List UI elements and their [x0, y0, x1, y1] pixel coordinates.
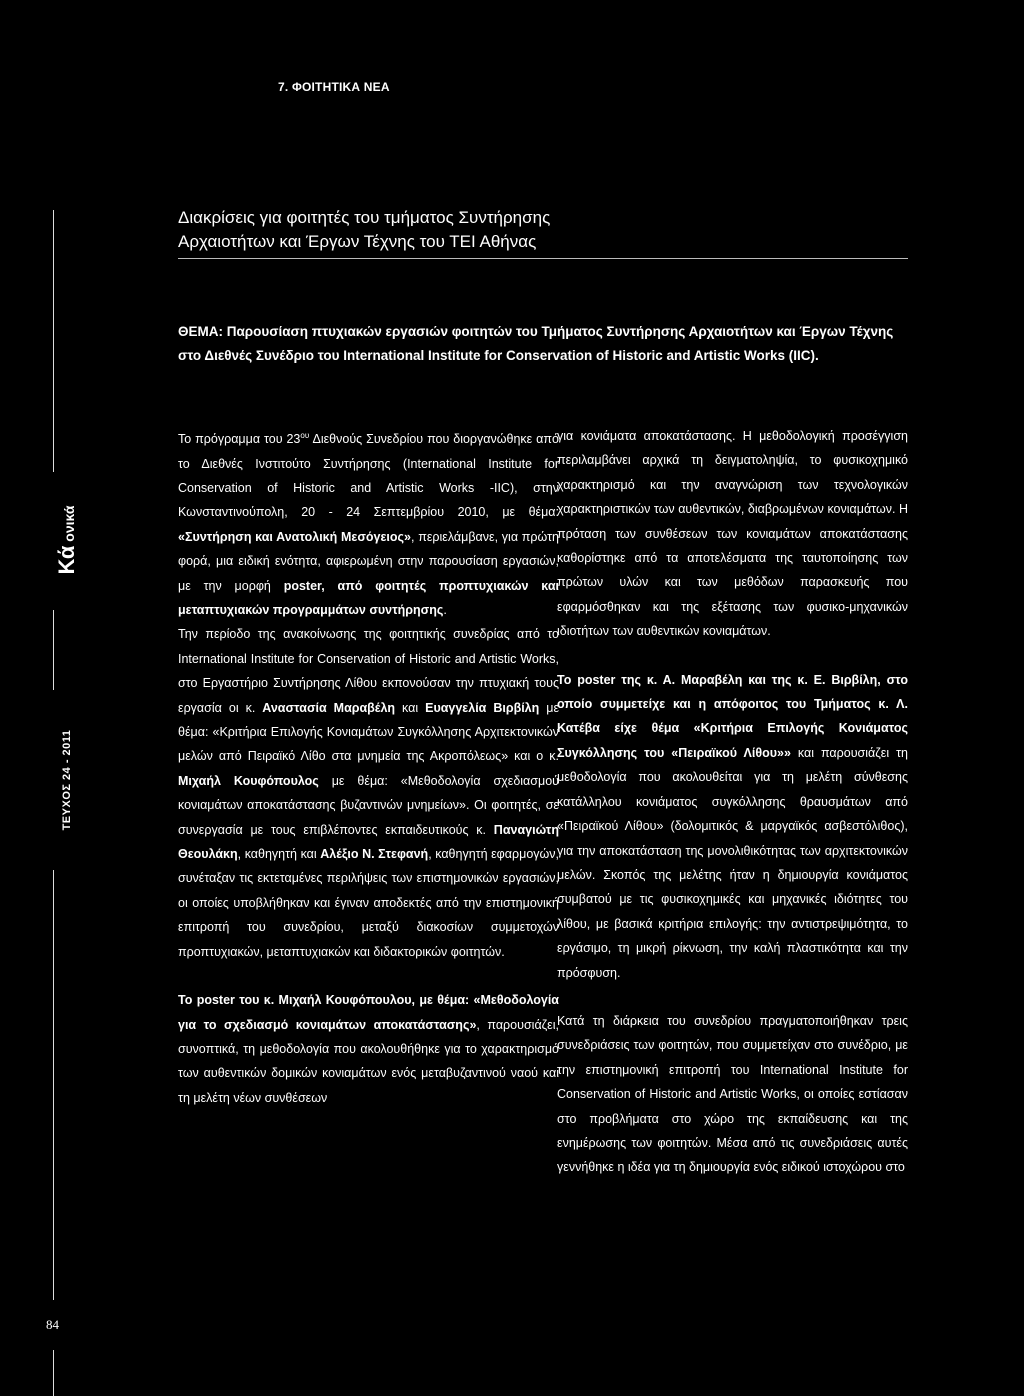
magazine-name-vertical: Κά ονικά: [54, 505, 79, 575]
paragraph-poster-maraveli: Το poster της κ. Α. Μαραβέλη και της κ. Ε. Βιρβίλη, στο οποίο συμμετείχε και η απόφοιτος του Τμήματος κ. Λ. Κατέβα είχε θέμα «Κριτήρια Επιλογής Κονιάματος Συγκόλλησης του «Πειραϊκού Λίθου»» και παρουσιάζει τη μεθοδολογία που ακολουθείται για τη μελέτη σύνθεσης κατάλληλου κονιάματος συγκόλλησης θραυσμάτων από «Πειραϊκού Λίθου» (δολομιτικός & μαργαϊκός ασβεστόλιθος), για την αποκατάσταση της μονολιθικότητας των αρχιτεκτονικών μελών. Σκοπός της μελέτης ήταν η δημιουργία κονιάματος συμβατού με τις φυσικοχημικές και μηχανικές ιδιότητες του λίθου, με βασικά κριτήρια επιλογής: την αντιστρεψιμότητα, το εργάσιμο, τη μικρή ρίκνωση, την καλή πλαστικότητα και την πρόσφυση.: [557, 672, 908, 980]
paragraph-methodology: για κονιάματα αποκατάστασης. Η μεθοδολογική προσέγγιση περιλαμβάνει αρχικά τη δειγματοληψία, το φυσικοχημικό χαρακτηρισμό και την αναγνώριση των τεχνολογικών χαρακτηριστικών των αυθεντικών, διαβρωμένων κονιαμάτων. Η πρόταση των συνθέσεων των κονιαμάτων αποκατάστασης καθορίστηκε από τα αποτελέσματα της ταυτοποίησης των πρώτων υλών και των μεθόδων παρασκευής που εφαρμόσθηκαν και της εξέτασης των φυσικο-μηχανικών ιδιοτήτων των αυθεντικών κονιαμάτων.: [557, 429, 908, 639]
sidebar-rule-mid: [53, 610, 54, 690]
text-column-right: [557, 424, 908, 1180]
paragraph-students: Την περίοδο της ανακοίνωσης της φοιτητικής συνεδρίας από το International Institute for Conservation of Historic and Artistic Works, στο Εργαστήριο Συντήρησης Λίθου εκπονούσαν την πτυχιακή τους εργασία οι κ. Αναστασία Μαραβέλη και Ευαγγελία Βιρβίλη με θέμα: «Κριτήρια Επιλογής Κονιαμάτων Συγκόλλησης Αρχιτεκτονικών μελών από Πειραϊκό Λίθο στα μνημεία της Ακροπόλεως» και ο κ. Μιχαήλ Κουφόπουλος με θέμα: «Μεθοδολογία σχεδιασμού κονιαμάτων αποκατάστασης βυζαντινών μνημείων». Οι φοιτητές, σε συνεργασία με τους επιβλέποντες εκπαιδευτικούς κ. Παναγιώτη Θεουλάκη, καθηγητή και Αλέξιο Ν. Στεφανή, καθηγητή εφαρμογών, συνέταξαν τις εκτεταμένες περιλήψεις των επιστημονικών εργασιών, οι οποίες υποβλήθηκαν και έγιναν αποδεκτές από την επιστημονική επιτροπή του συνεδρίου, μεταξύ διακοσίων συμμετοχών προπτυχιακών, μεταπτυχιακών και διδακτορικών φοιτητών.: [178, 627, 560, 959]
text-column-left: [178, 424, 559, 1110]
paragraph-intro: Το πρόγραμμα του $23^{o\upsilon}$ Διεθνούς Συνεδρίου που διοργανώθηκε από το Διεθνές Ινστιτούτο Συντήρησης (International Institute for Conservation of Historic and Artistic Works -IIC), στην Κωνσταντινούπολη, 20 - 24 Σεπτεμβρίου 2010, με θέμα: «Συντήρηση και Ανατολική Μεσόγειος», περιελάμβανε, για πρώτη φορά, μια ειδική ενότητα, αφιερωμένη στην παρουσίαση εργασιών, με την μορφή poster, από φοιτητές προπτυχιακών και μεταπτυχιακών προγραμμάτων συντήρησης.: [178, 431, 559, 617]
paragraph-sessions: Κατά τη διάρκεια του συνεδρίου πραγματοποιήθηκαν τρεις συνεδριάσεις των φοιτητών, που συμμετείχαν στο συνέδριο, με την επιστημονική επιτροπή του International Institute for Conservation of Historic and Artistic Works, οι οποίες εστίασαν στο προβλήματα στο χώρο της εκπαίδευσης και της ενημέρωσης των φοιτητών. Μέσα από τις συνεδριάσεις αυτές γεννήθηκε η ιδέα για τη δημιουργία ενός ειδικού ιστοχώρου στο: [557, 1013, 908, 1175]
page-number: 84: [46, 1317, 59, 1332]
title-line-1: Διακρίσεις για φοιτητές του τμήματος Συντήρησης: [178, 208, 551, 227]
issue-label-vertical: ΤΕΥΧΟΣ 24 - 2011: [61, 729, 73, 831]
sidebar-rule-top: [53, 210, 54, 472]
title-line-2: Αρχαιοτήτων και Έργων Τέχνης του ΤΕΙ Αθήνας: [178, 232, 537, 251]
article-theme: ΘΕΜΑ: Παρουσίαση πτυχιακών εργασιών φοιτητών του Τμήματος Συντήρησης Αρχαιοτήτων και Έργων Τέχνης στο Διεθνές Συνέδριο του International Institute for Conservation of Historic and Artistic Works (IIC).: [178, 324, 894, 363]
sidebar-rule-bottom: [53, 1350, 54, 1396]
article-title: [178, 206, 918, 254]
sidebar-rule-lower: [53, 870, 54, 1300]
section-label: 7. ΦΟΙΤΗΤΙΚΑ ΝΕΑ: [278, 80, 390, 94]
paragraph-poster-koufopoulos: Το poster του κ. Μιχαήλ Κουφόπουλου, με θέμα: «Μεθοδολογία για το σχεδιασμό κονιαμάτων αποκατάστασης», παρουσιάζει, συνοπτικά, τη μεθοδολογία που ακολουθήθηκε για το χαρακτηρισμό των αυθεντικών δομικών κονιαμάτων ενός μεταβυζαντινού ναού και τη μελέτη νέων συνθέσεων: [178, 993, 560, 1105]
title-divider: [178, 258, 908, 259]
